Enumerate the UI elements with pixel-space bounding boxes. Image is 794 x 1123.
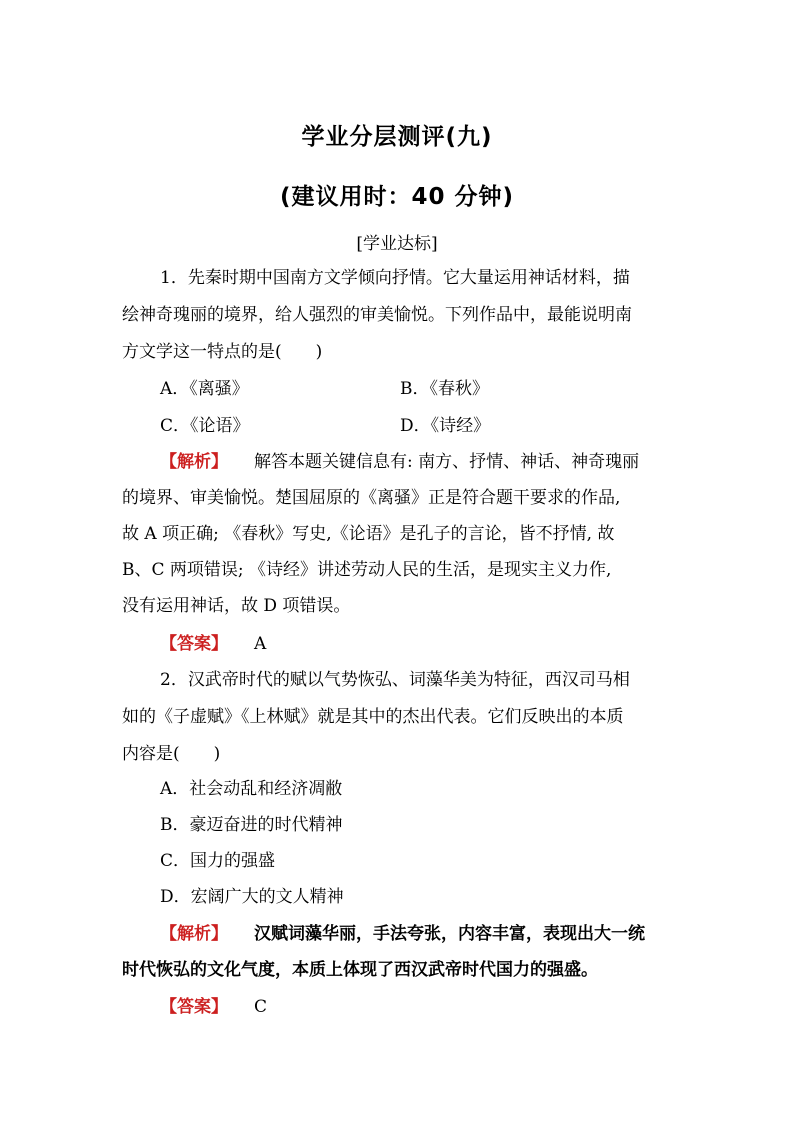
page-title: 学业分层测评(九)	[301, 124, 493, 150]
q1-stem-line-1: 1．先秦时期中国南方文学倾向抒情。它大量运用神话材料，描	[160, 268, 630, 288]
q1-analysis-line-4: B、C 两项错误; 《诗经》讲述劳动人民的生活，是现实主义力作,	[122, 560, 612, 580]
q2-option-d: D．宏阔广大的文人精神	[160, 887, 344, 907]
q1-option-b: B．《春秋》	[400, 379, 489, 399]
q2-answer-value: C	[254, 997, 268, 1017]
q2-stem-line-2: 如的《子虚赋》《上林赋》就是其中的杰出代表。它们反映出的本质	[122, 707, 624, 727]
q1-stem-line-2: 绘神奇瑰丽的境界，给人强烈的审美愉悦。下列作品中，最能说明南	[122, 305, 632, 325]
q1-stem-line-3: 方文学这一特点的是( )	[122, 342, 323, 362]
q2-analysis-line-1: 汉赋词藻华丽，手法夸张，内容丰富，表现出大一统	[254, 924, 645, 944]
q1-option-c: C．《论语》	[160, 416, 250, 436]
q2-option-b: B．豪迈奋进的时代精神	[160, 815, 343, 835]
q2-analysis-tag: 【解析】	[160, 924, 228, 944]
q2-option-c: C．国力的强盛	[160, 851, 276, 871]
q1-option-d: D．《诗经》	[400, 416, 491, 436]
q1-analysis-line-2: 的境界、审美愉悦。楚国屈原的《离骚》正是符合题干要求的作品,	[122, 488, 621, 508]
q1-option-a: A．《离骚》	[160, 379, 249, 399]
q1-analysis-tag: 【解析】	[160, 452, 228, 472]
section-heading: [学业达标]	[356, 234, 438, 254]
q2-stem-line-1: 2．汉武帝时代的赋以气势恢弘、词藻华美为特征，西汉司马相	[160, 670, 630, 690]
page-subtitle: (建议用时：40 分钟)	[279, 184, 515, 210]
q1-analysis-line-3: 故 A 项正确; 《春秋》写史,《论语》是孔子的言论，皆不抒情, 故	[122, 524, 615, 544]
q1-analysis-line-1: 解答本题关键信息有: 南方、抒情、神话、神奇瑰丽	[254, 452, 640, 472]
q1-answer-tag: 【答案】	[160, 634, 228, 654]
q2-answer-tag: 【答案】	[160, 997, 228, 1017]
q2-option-a: A．社会动乱和经济凋敝	[160, 779, 343, 799]
q2-stem-line-3: 内容是( )	[122, 744, 221, 764]
q1-analysis-line-5: 没有运用神话，故 D 项错误。	[122, 596, 351, 616]
q1-answer-value: A	[254, 634, 267, 654]
q2-analysis-line-2: 时代恢弘的文化气度，本质上体现了西汉武帝时代国力的强盛。	[122, 960, 598, 980]
